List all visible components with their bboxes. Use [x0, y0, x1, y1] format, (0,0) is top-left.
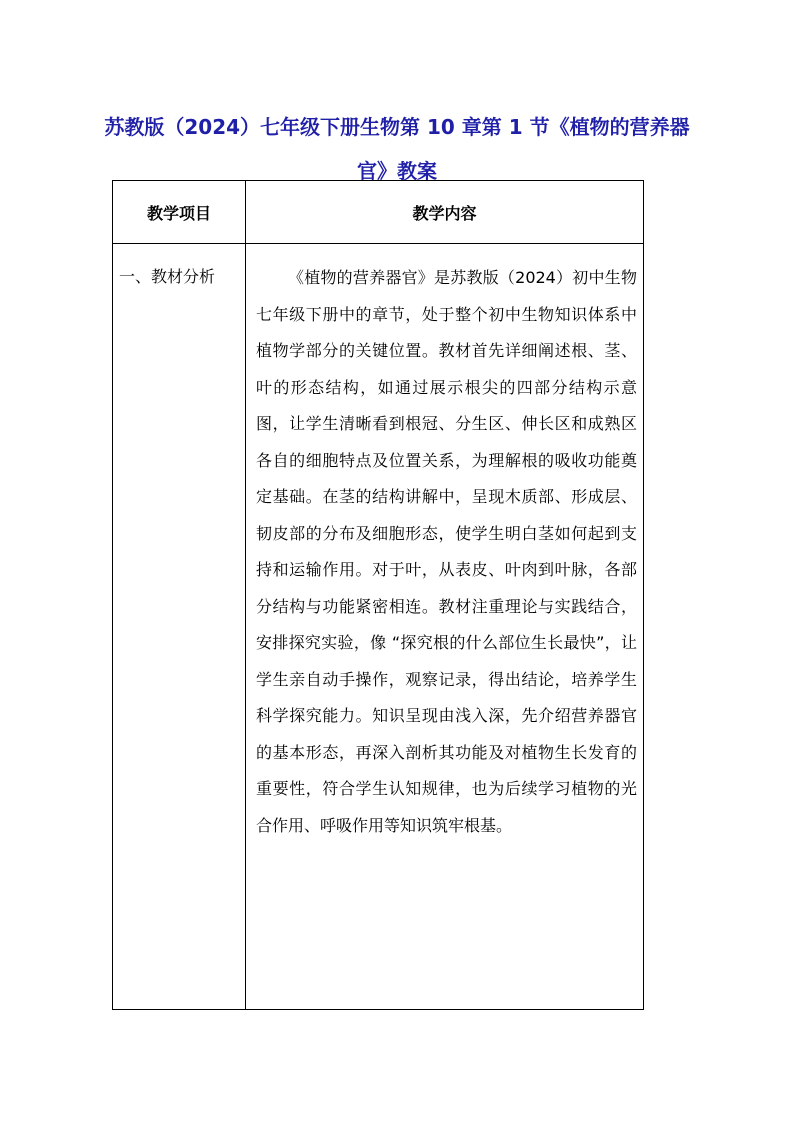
header-teaching-item: 教学项目	[113, 181, 246, 244]
page-title: 苏教版（2024）七年级下册生物第 10 章第 1 节《植物的营养器官》教案	[104, 115, 690, 183]
header-teaching-content: 教学内容	[246, 181, 644, 244]
table-row	[113, 244, 644, 1010]
row-item-label: 一、教材分析	[113, 244, 246, 1010]
table-header-row	[113, 181, 644, 244]
lesson-plan-table	[112, 180, 644, 1010]
row-content-text: 《植物的营养器官》是苏教版（2024）初中生物七年级下册中的章节，处于整个初中生物知识体系中植物学部分的关键位置。教材首先详细阐述根、茎、叶的形态结构，如通过展示根尖的四部分结构示意图，让学生清晰看到根冠、分生区、伸长区和成熟区各自的细胞特点及位置关系，为理解根的吸收功能奠定基础。在茎的结构讲解中，呈现木质部、形成层、韧皮部的分布及细胞形态，使学生明白茎如何起到支持和运输作用。对于叶，从表皮、叶肉到叶脉，各部分结构与功能紧密相连。教材注重理论与实践结合，安排探究实验，像 “探究根的什么部位生长最快”，让学生亲自动手操作，观察记录，得出结论，培养学生科学探究能力。知识呈现由浅入深，先介绍营养器官的基本形态，再深入剖析其功能及对植物生长发育的重要性，符合学生认知规律，也为后续学习植物的光合作用、呼吸作用等知识筑牢根基。	[246, 244, 644, 1010]
